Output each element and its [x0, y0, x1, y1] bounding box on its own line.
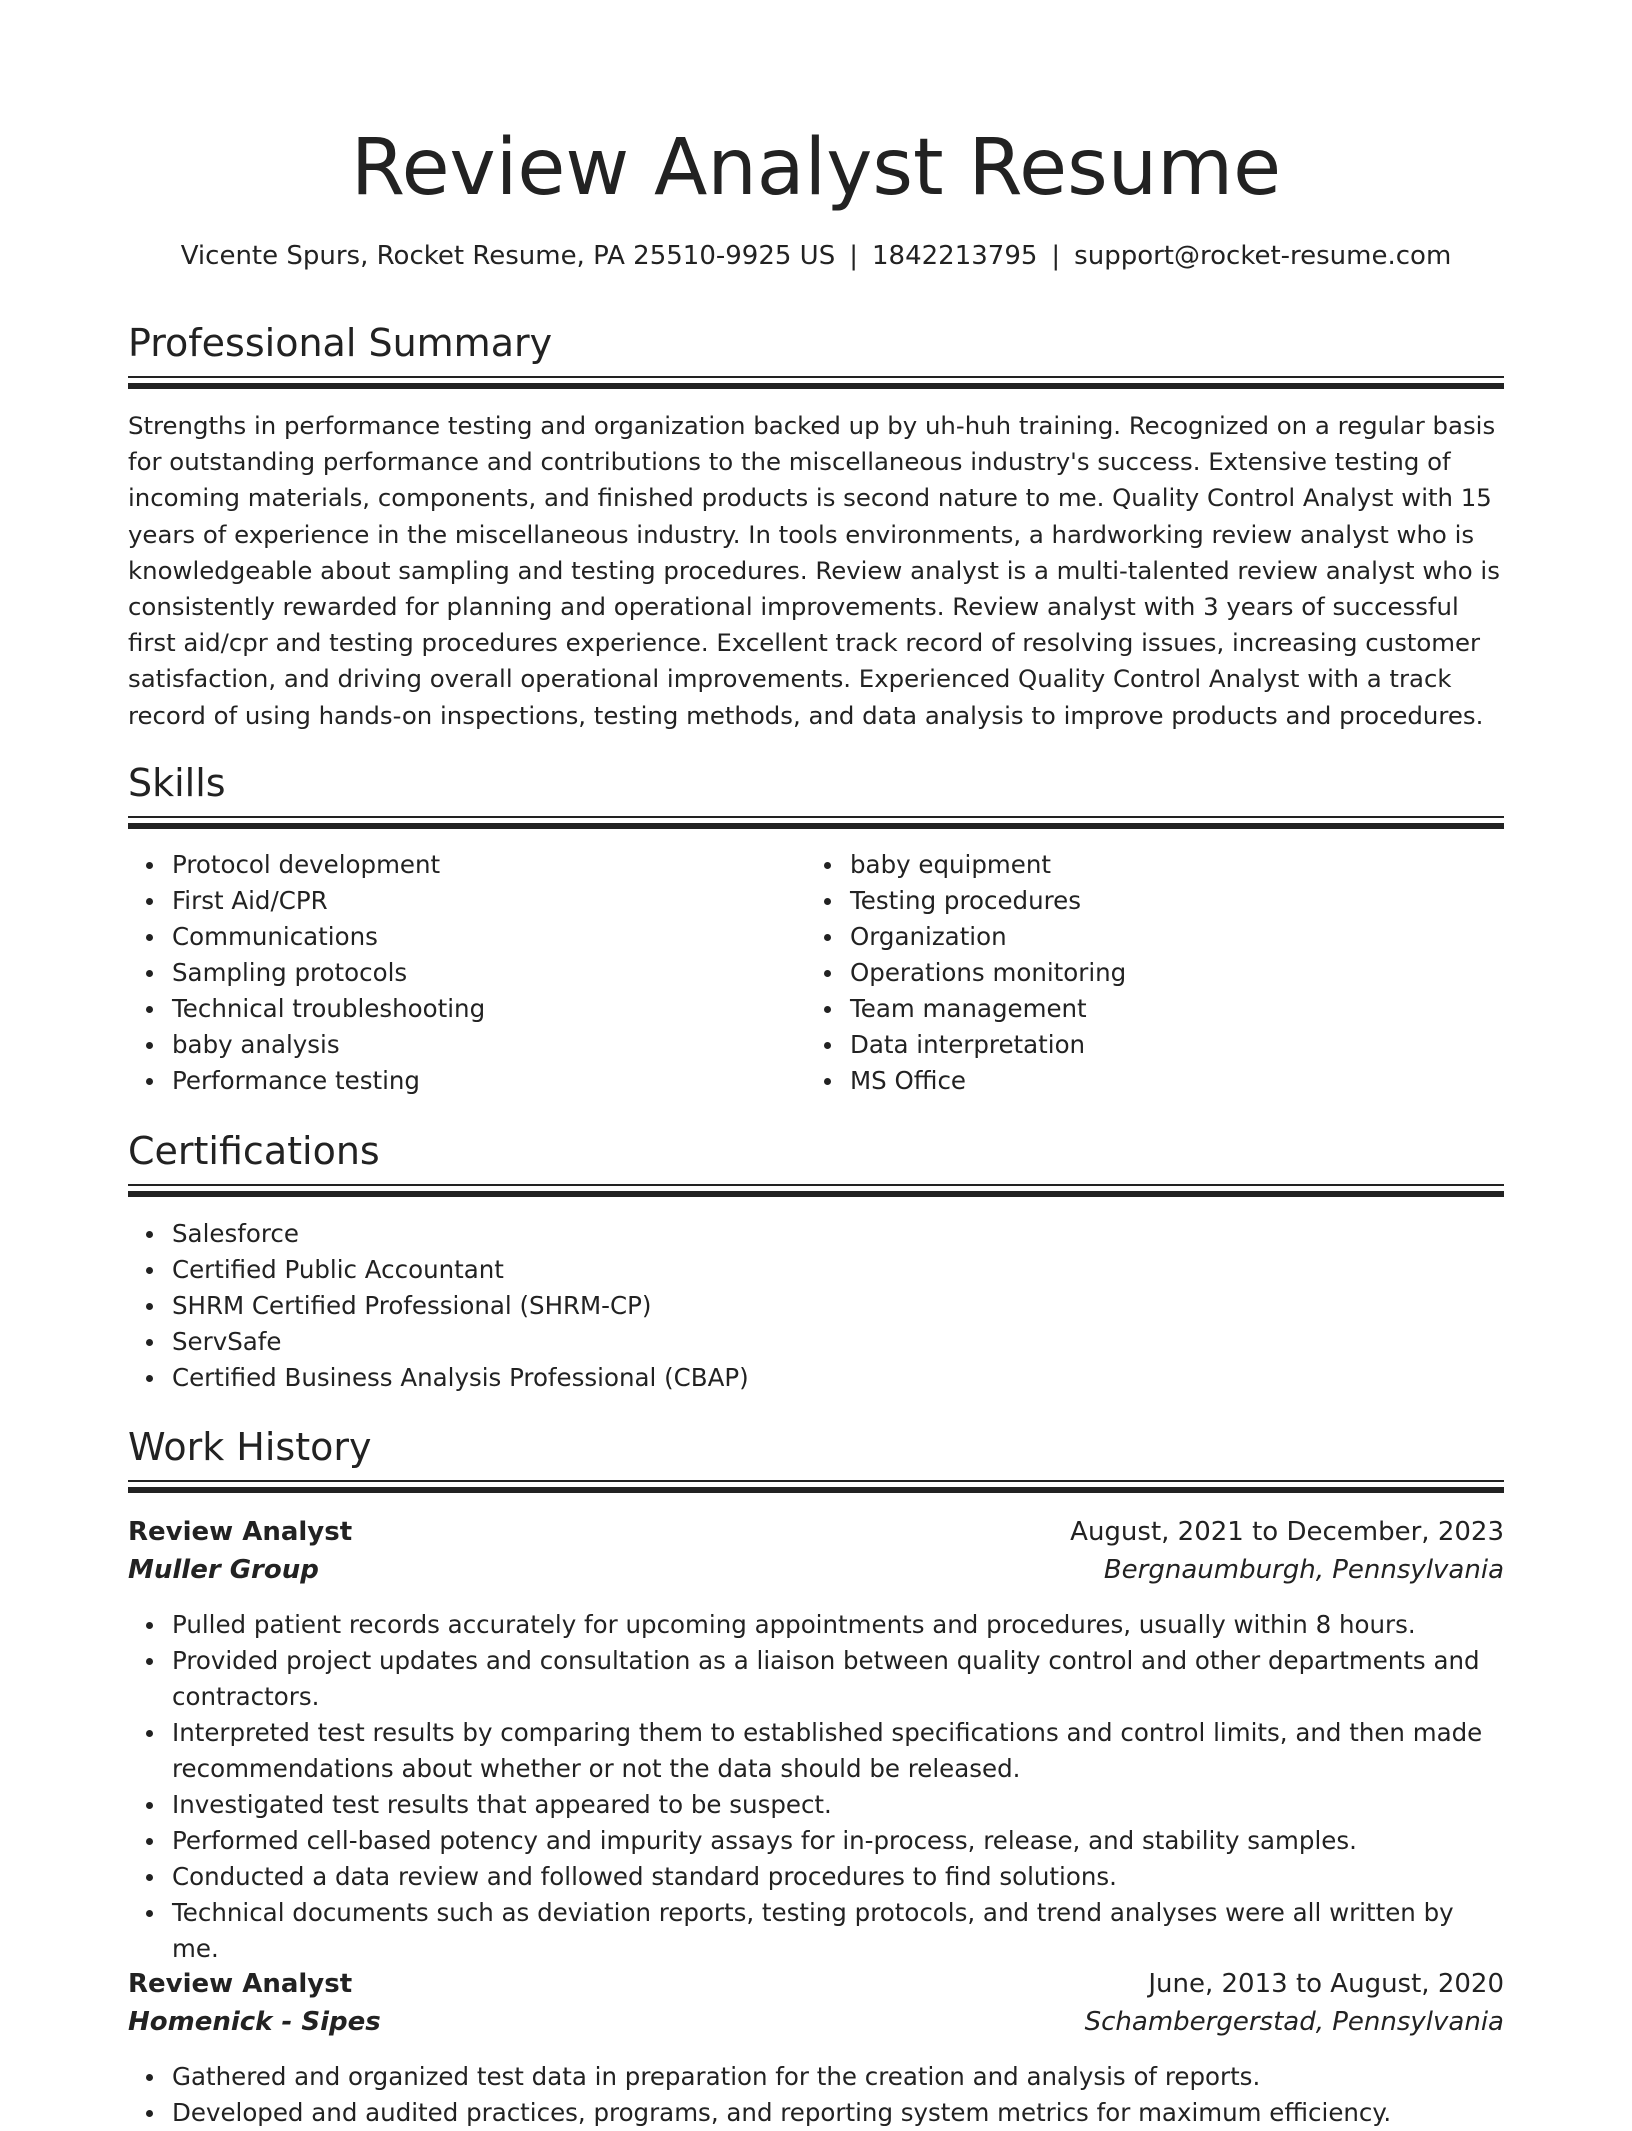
skills-list-left: [128, 847, 792, 1099]
section-divider: [128, 1480, 1504, 1482]
job-bullet: Performed cell-based potency and impurity assays for in-process, release, and stability samples.: [172, 1823, 1504, 1859]
job-bullet: Conducted a data review and followed standard procedures to find solutions.: [172, 1859, 1504, 1895]
contact-separator: |: [849, 241, 858, 271]
job-bullet: Interpreted test results by comparing them to established specifications and control limits, and then made recommendations about whether or not the data should be released.: [172, 1715, 1504, 1787]
job-bullet: Pulled patient records accurately for upcoming appointments and procedures, usually within 8 hours.: [172, 1607, 1504, 1643]
job-location: Bergnaumburgh, Pennsylvania: [1103, 1555, 1504, 1585]
job-company: Muller Group: [128, 1555, 319, 1585]
section-certifications-header: [128, 1126, 1504, 1176]
section-heading-work: Work History: [128, 1425, 372, 1469]
skill-item: Data interpretation: [850, 1027, 1500, 1063]
job-dates: June, 2013 to August, 2020: [1148, 1969, 1504, 1999]
job-title: Review Analyst: [128, 1969, 353, 1999]
skill-item: Organization: [850, 919, 1500, 955]
certification-item: Certified Public Accountant: [172, 1252, 1472, 1288]
job-location: Schambergerstad, Pennsylvania: [1084, 2007, 1504, 2037]
job-bullet: Investigated test results that appeared to be suspect.: [172, 1787, 1504, 1823]
skill-item: Testing procedures: [850, 883, 1500, 919]
skill-item: Team management: [850, 991, 1500, 1027]
job-bullet: Developed and audited practices, programs, and reporting system metrics for maximum efficiency.: [172, 2095, 1504, 2131]
skill-item: Performance testing: [172, 1063, 792, 1099]
skill-item: Sampling protocols: [172, 955, 792, 991]
skill-item: First Aid/CPR: [172, 883, 792, 919]
summary-paragraph: Strengths in performance testing and organization backed up by uh-huh training. Recognized on a regular basis for outstanding performance and contributions to the miscellaneous industry's success. Extensive testing of incoming materials, components, and finished products is second nature to me. Quality Control Analyst with 15 years of experience in the miscellaneous industry. In tools environments, a hardworking review analyst who is knowledgeable about sampling and testing procedures. Review analyst is a multi-talented review analyst who is consistently rewarded for planning and operational improvements. Review analyst with 3 years of successful first aid/cpr and testing procedures experience. Excellent track record of resolving issues, increasing customer satisfaction, and driving overall operational improvements. Experienced Quality Control Analyst with a track record of using hands-on inspections, testing methods, and data analysis to improve products and procedures.: [128, 411, 1500, 730]
job-bullets: [128, 1607, 1504, 1967]
job-bullets: [128, 2059, 1504, 2131]
skill-item: baby analysis: [172, 1027, 792, 1063]
section-summary-header: [128, 318, 1504, 368]
resume-title: Review Analyst Resume: [350, 123, 1282, 213]
contact-address: Vicente Spurs, Rocket Resume, PA 25510-9925 US: [180, 241, 836, 271]
certification-item: ServSafe: [172, 1324, 1472, 1360]
certifications-list: [128, 1216, 1472, 1396]
section-divider: [128, 1184, 1504, 1186]
skill-item: MS Office: [850, 1063, 1500, 1099]
section-skills-header: [128, 758, 1504, 808]
contact-phone: 1842213795: [871, 241, 1038, 271]
section-heading-skills: Skills: [128, 761, 226, 805]
skill-item: baby equipment: [850, 847, 1500, 883]
job-header-row: [128, 1513, 1504, 1551]
section-divider: [128, 1191, 1504, 1197]
job-company-row: [128, 1551, 1504, 1589]
skill-item: Communications: [172, 919, 792, 955]
section-divider: [128, 816, 1504, 818]
contact-email: support@rocket-resume.com: [1074, 241, 1452, 271]
job-header-row: [128, 1965, 1504, 2003]
skills-list-right: [806, 847, 1500, 1099]
job-title: Review Analyst: [128, 1517, 353, 1547]
section-divider: [128, 383, 1504, 389]
skill-item: Protocol development: [172, 847, 792, 883]
section-divider: [128, 823, 1504, 829]
section-divider: [128, 1487, 1504, 1493]
skill-item: Operations monitoring: [850, 955, 1500, 991]
contact-separator: |: [1051, 241, 1061, 271]
job-bullet: Provided project updates and consultation as a liaison between quality control and other departments and contractors.: [172, 1643, 1504, 1715]
certification-item: SHRM Certified Professional (SHRM-CP): [172, 1288, 1472, 1324]
job-dates: August, 2021 to December, 2023: [1070, 1517, 1504, 1547]
section-work-header: [128, 1422, 1504, 1472]
skill-item: Technical troubleshooting: [172, 991, 792, 1027]
certification-item: Certified Business Analysis Professional (CBAP): [172, 1360, 1472, 1396]
contact-line: [0, 238, 1632, 274]
job-company: Homenick - Sipes: [128, 2007, 381, 2037]
certification-item: Salesforce: [172, 1216, 1472, 1252]
job-bullet: Technical documents such as deviation reports, testing protocols, and trend analyses were all written by me.: [172, 1895, 1504, 1967]
section-heading-certifications: Certifications: [128, 1129, 380, 1173]
job-bullet: Gathered and organized test data in preparation for the creation and analysis of reports.: [172, 2059, 1504, 2095]
section-divider: [128, 376, 1504, 378]
section-heading-summary: Professional Summary: [128, 321, 553, 365]
job-company-row: [128, 2003, 1504, 2041]
